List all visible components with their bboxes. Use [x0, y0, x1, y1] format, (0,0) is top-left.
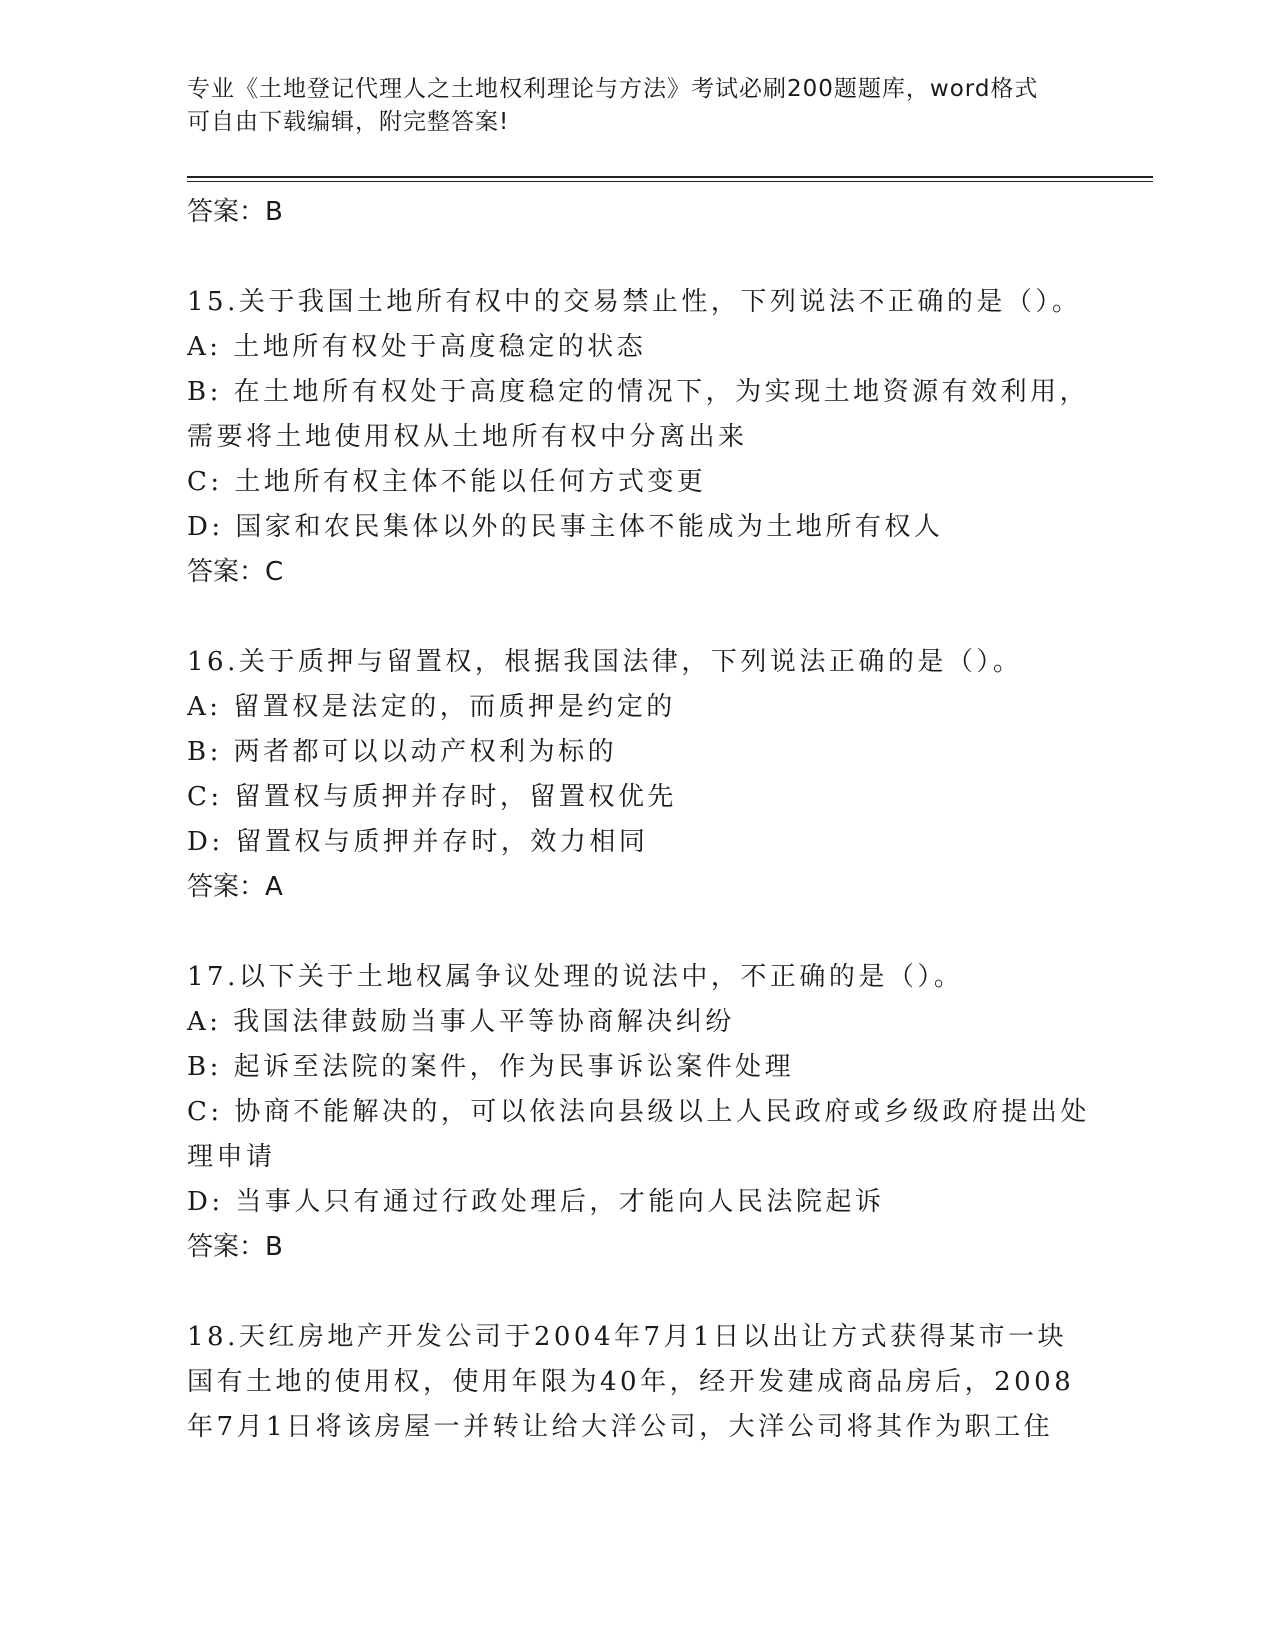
- option-b: B: 起诉至法院的案件，作为民事诉讼案件处理: [187, 1052, 795, 1082]
- answer-line: 答案：A: [187, 872, 283, 902]
- question-stem: 17.以下关于土地权属争议处理的说法中，不正确的是（）。: [187, 962, 964, 992]
- option-c: C: 土地所有权主体不能以任何方式变更: [187, 467, 707, 497]
- page-header: [187, 73, 1087, 139]
- header-rule-thick: [187, 176, 1153, 178]
- option-c-line-2: 理申请: [187, 1142, 276, 1172]
- option-a: A: 土地所有权处于高度稳定的状态: [187, 332, 647, 362]
- answer-line: 答案：C: [187, 557, 284, 587]
- option-b: B: 两者都可以以动产权利为标的: [187, 737, 618, 767]
- option-d: D: 留置权与质押并存时，效力相同: [187, 827, 649, 857]
- option-b-line-2: 需要将土地使用权从土地所有权中分离出来: [187, 422, 748, 452]
- option-d: D: 国家和农民集体以外的民事主体不能成为土地所有权人: [187, 512, 944, 542]
- question-stem-line-1: 18.天红房地产开发公司于2004年7月1日以出让方式获得某市一块: [187, 1322, 1068, 1352]
- question-stem: 15.关于我国土地所有权中的交易禁止性，下列说法不正确的是（）。: [187, 287, 1082, 317]
- option-b-line-1: B: 在土地所有权处于高度稳定的情况下，为实现土地资源有效利用，: [187, 377, 1090, 407]
- question-stem-line-3: 年7月1日将该房屋一并转让给大洋公司，大洋公司将其作为职工住: [187, 1412, 1054, 1442]
- option-d: D: 当事人只有通过行政处理后，才能向人民法院起诉: [187, 1187, 885, 1217]
- option-a: A: 我国法律鼓励当事人平等协商解决纠纷: [187, 1007, 735, 1037]
- question-stem: 16.关于质押与留置权，根据我国法律，下列说法正确的是（）。: [187, 647, 1023, 677]
- question-15: [187, 280, 1090, 595]
- question-16: [187, 640, 1087, 910]
- option-c: C: 留置权与质押并存时，留置权优先: [187, 782, 677, 812]
- header-rule-thin: [187, 181, 1153, 182]
- answer-line: 答案：B: [187, 197, 283, 227]
- answer-line: 答案：B: [187, 1232, 283, 1262]
- option-a: A: 留置权是法定的，而质押是约定的: [187, 692, 676, 722]
- question-18: [187, 1315, 1087, 1450]
- header-line-2: 可自由下载编辑，附完整答案!: [187, 109, 510, 135]
- header-line-1: 专业《土地登记代理人之土地权利理论与方法》考试必刷200题题库，word格式: [187, 76, 1039, 102]
- question-17: [187, 955, 1090, 1270]
- question-content: [187, 190, 1090, 1450]
- question-stem-line-2: 国有土地的使用权，使用年限为40年，经开发建成商品房后，2008: [187, 1367, 1075, 1397]
- option-c-line-1: C: 协商不能解决的，可以依法向县级以上人民政府或乡级政府提出处: [187, 1097, 1090, 1127]
